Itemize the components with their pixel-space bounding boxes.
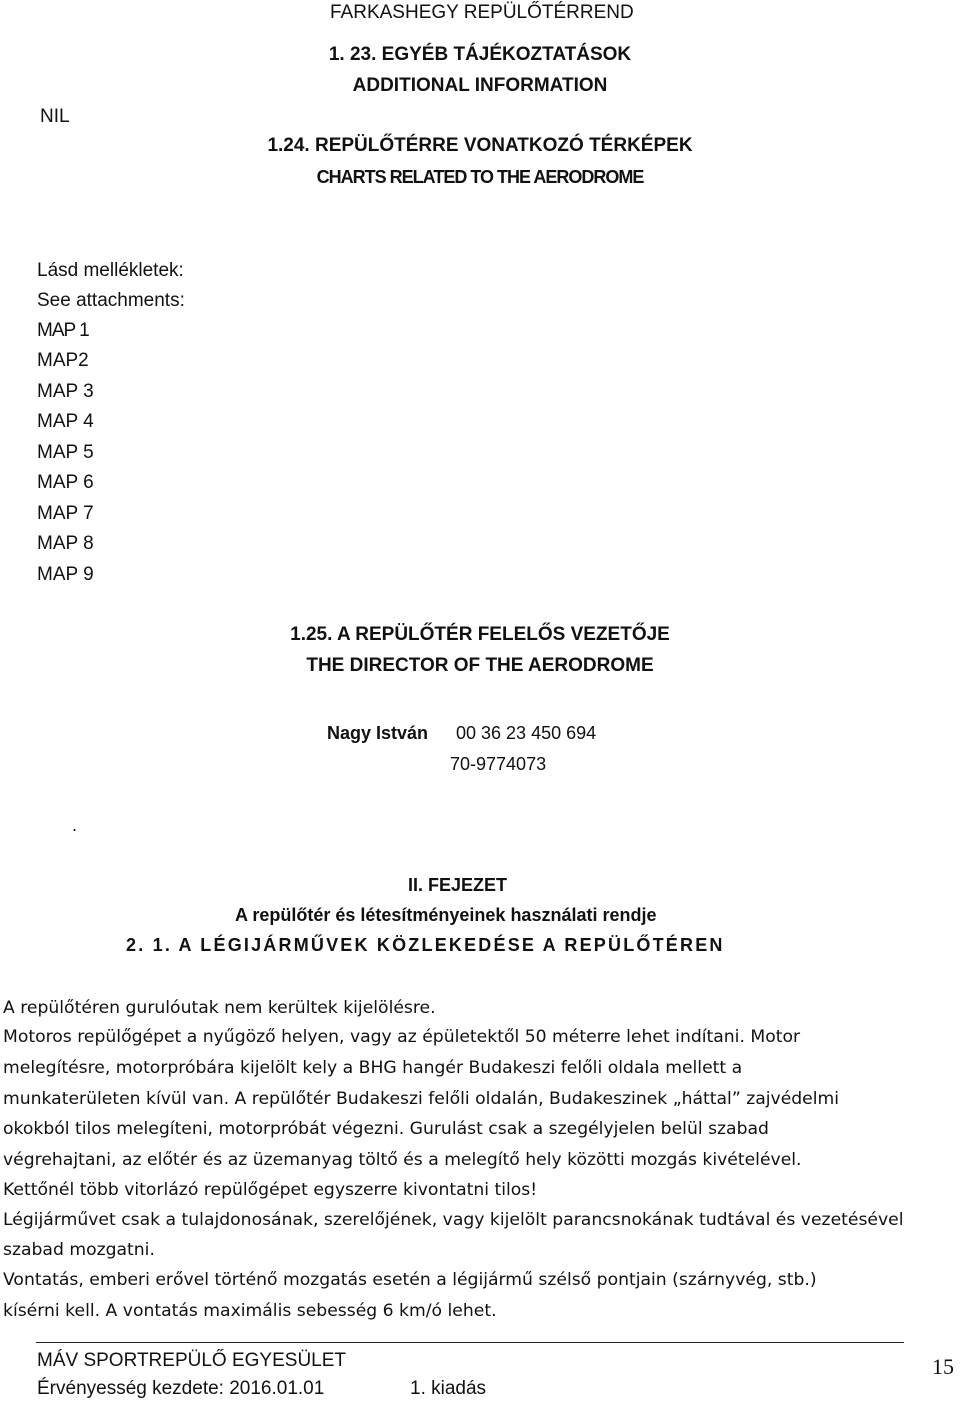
attachments-intro-hu: Lásd mellékletek: xyxy=(37,260,184,281)
section-2-1-heading: 2. 1. A LÉGIJÁRMŰVEK KÖZLEKEDÉSE A REPÜLŐTÉREN xyxy=(126,935,725,955)
stray-dot: . xyxy=(72,815,78,835)
footer-divider xyxy=(36,1342,904,1343)
map-list-item: MAP 9 xyxy=(37,564,94,585)
section-1-25-heading: 1.25. A REPÜLŐTÉR FELELŐS VEZETŐJE xyxy=(290,624,670,645)
chapter-subtitle: A repülőtér és létesítményeinek használati rendje xyxy=(235,905,657,925)
section-1-23-heading-en: ADDITIONAL INFORMATION xyxy=(352,75,608,96)
paragraph-line: Motoros repülőgépet a nyűgöző helyen, vagy az épületektől 50 méterre lehet indítani. Motor xyxy=(3,1027,801,1047)
paragraph-line: szabad mozgatni. xyxy=(3,1240,155,1260)
attachments-intro-en: See attachments: xyxy=(37,290,185,311)
director-name: Nagy István xyxy=(327,723,429,743)
paragraph-line: kísérni kell. A vontatás maximális sebesség 6 km/ó lehet. xyxy=(3,1301,497,1321)
paragraph-line: A repülőtéren gurulóutak nem kerültek kijelölésre. xyxy=(3,998,436,1018)
footer-edition: 1. kiadás xyxy=(410,1378,487,1399)
paragraph-line: munkaterületen kívül van. A repülőtér Budakeszi felőli oldalán, Budakeszinek „háttal” zajvédelmi xyxy=(3,1089,840,1109)
map-list-item: MAP 6 xyxy=(37,472,94,493)
director-phone: 00 36 23 450 694 xyxy=(456,723,597,743)
paragraph-line: okokból tilos melegíteni, motorpróbát végezni. Gurulást csak a szegélyjelen belül szabad xyxy=(3,1119,769,1139)
map-list-item: MAP 1 xyxy=(37,320,89,341)
paragraph-line: végrehajtani, az előtér és az üzemanyag töltő és a melegítő hely közötti mozgás kivételével. xyxy=(3,1150,802,1170)
paragraph-line: Kettőnél több vitorlázó repülőgépet egyszerre kivontatni tilos! xyxy=(3,1180,538,1200)
paragraph-line: melegítésre, motorpróbára kijelölt kely a BHG hangér Budakeszi felőli oldala mellett a xyxy=(3,1058,743,1078)
section-1-23-heading: 1. 23. EGYÉB TÁJÉKOZTATÁSOK xyxy=(328,44,632,65)
section-1-25-heading-en: THE DIRECTOR OF THE AERODROME xyxy=(306,655,654,676)
map-list-item: MAP2 xyxy=(37,350,89,371)
chapter-title: II. FEJEZET xyxy=(408,875,508,895)
section-1-23-value: NIL xyxy=(40,106,70,127)
map-list-item: MAP 3 xyxy=(37,381,94,402)
paragraph-line: Légijárművet csak a tulajdonosának, szerelőjének, vagy kijelölt parancsnokának tudtával és vezetésével xyxy=(3,1210,904,1230)
section-1-24-heading: 1.24. REPÜLŐTÉRRE VONATKOZÓ TÉRKÉPEK xyxy=(267,135,693,156)
map-list-item: MAP 8 xyxy=(37,533,94,554)
footer-organization: MÁV SPORTREPÜLŐ EGYESÜLET xyxy=(37,1350,347,1371)
section-1-24-heading-en: CHARTS RELATED TO THE AERODROME xyxy=(316,167,644,187)
map-list-item: MAP 5 xyxy=(37,442,94,463)
paragraph-line: Vontatás, emberi erővel történő mozgatás esetén a légijármű szélső pontjain (szárnyvég, stb.) xyxy=(3,1270,817,1290)
director-mobile: 70-9774073 xyxy=(450,754,547,774)
footer-validity: Érvényesség kezdete: 2016.01.01 xyxy=(37,1378,325,1399)
map-list-item: MAP 7 xyxy=(37,503,94,524)
map-list-item: MAP 4 xyxy=(37,411,94,432)
running-header: FARKASHEGY REPÜLŐTÉRREND xyxy=(330,2,634,23)
page-number: 15 xyxy=(932,1354,954,1379)
